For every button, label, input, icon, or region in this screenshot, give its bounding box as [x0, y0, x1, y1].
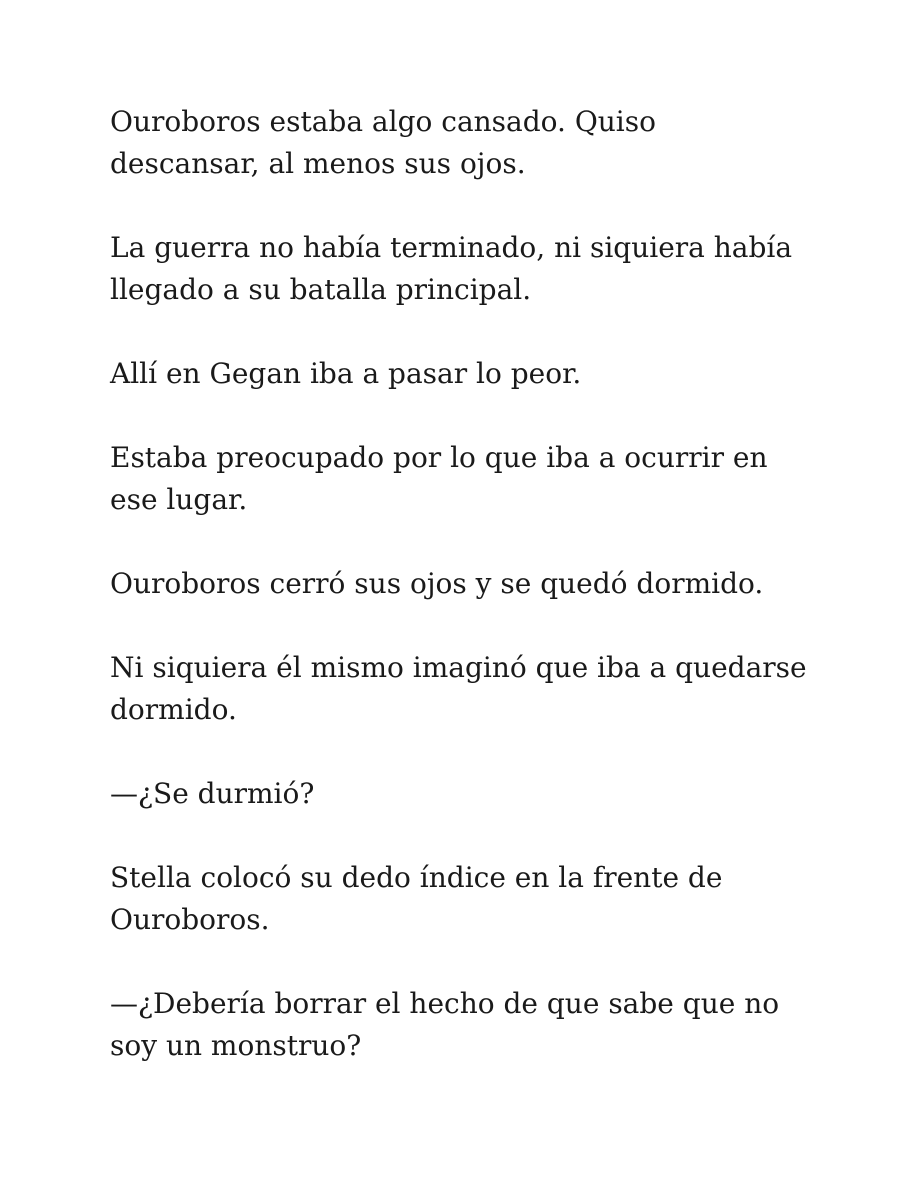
paragraph: Ouroboros cerró sus ojos y se quedó dormido.: [110, 567, 764, 600]
paragraph: Stella colocó su dedo índice en la frente de Ouroboros.: [110, 861, 723, 936]
paragraph: La guerra no había terminado, ni siquiera había llegado a su batalla principal.: [110, 231, 793, 306]
paragraph: Estaba preocupado por lo que iba a ocurrir en ese lugar.: [110, 441, 768, 516]
paragraph: Ni siquiera él mismo imaginó que iba a quedarse dormido.: [110, 651, 807, 726]
document-body: [110, 101, 810, 1109]
dialogue-line: —¿Se durmió?: [110, 777, 315, 810]
paragraph: Ouroboros estaba algo cansado. Quiso descansar, al menos sus ojos.: [110, 105, 656, 180]
dialogue-line: —¿Debería borrar el hecho de que sabe que no soy un monstruo?: [110, 987, 780, 1062]
paragraph: Allí en Gegan iba a pasar lo peor.: [110, 357, 582, 390]
